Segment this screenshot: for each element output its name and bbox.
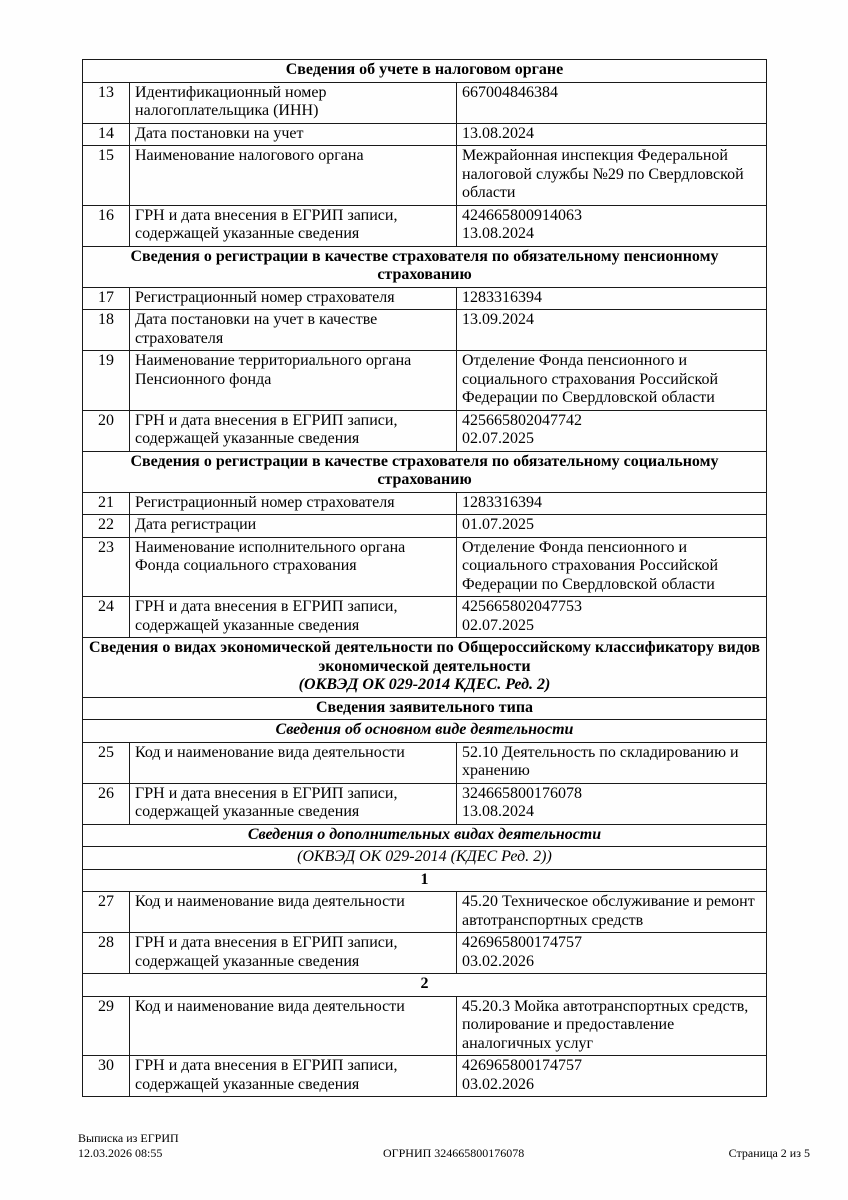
field-value-cell [457, 351, 767, 411]
egrip-table-body [83, 60, 767, 1097]
section-header-line: (ОКВЭД ОК 029-2014 (КДЕС Ред. 2)) [297, 848, 552, 865]
table-row [83, 351, 767, 411]
section-row [83, 60, 767, 83]
field-label-cell: Идентификационный номер налогоплательщика (ИНН) [130, 82, 457, 123]
field-value-line: 424665800914063 [462, 206, 582, 224]
section-header-cell [83, 697, 767, 720]
field-value-line: Межрайонная инспекция Федеральной налоговой службы №29 по Свердловской области [462, 147, 744, 201]
field-value-cell [457, 492, 767, 515]
row-number-cell: 24 [83, 597, 130, 638]
field-label-cell: Код и наименование вида деятельности [130, 892, 457, 933]
field-label-cell: ГРН и дата внесения в ЕГРИП записи, содержащей указанные сведения [130, 1056, 457, 1097]
field-value-line: 1283316394 [462, 493, 542, 511]
field-value-line: 03.02.2026 [462, 1075, 534, 1093]
field-value-cell [457, 515, 767, 538]
section-header-cell [83, 451, 767, 492]
field-label-cell: Дата постановки на учет [130, 123, 457, 146]
section-row [83, 638, 767, 698]
field-label-cell: Дата постановки на учет в качестве страхователя [130, 310, 457, 351]
row-number-cell: 13 [83, 82, 130, 123]
field-value-line: 426965800174757 [462, 934, 582, 951]
row-number-cell: 20 [83, 410, 130, 451]
field-value-cell [457, 123, 767, 146]
section-header-line: Сведения о видах экономической деятельности по Общероссийскому классификатору видов экономической деятельности [88, 639, 761, 675]
field-value-line: 1283316394 [462, 288, 542, 306]
field-label-cell: Наименование исполнительного органа Фонда социального страхования [130, 537, 457, 597]
table-row [83, 123, 767, 146]
footer-ogrnip: ОГРНИП 324665800176078 [383, 1145, 525, 1160]
row-number-cell: 22 [83, 515, 130, 538]
field-value-cell [457, 205, 767, 246]
section-header-cell [83, 638, 767, 698]
table-row [83, 310, 767, 351]
row-number-cell: 16 [83, 205, 130, 246]
row-number-cell: 19 [83, 351, 130, 411]
field-label-cell: Код и наименование вида деятельности [130, 996, 457, 1056]
table-row [83, 287, 767, 310]
section-header-line: Сведения о дополнительных видах деятельности [247, 825, 602, 843]
row-number-cell: 25 [83, 742, 130, 783]
row-number-cell: 23 [83, 537, 130, 597]
footer-datetime: 12.03.2026 08:55 [78, 1145, 163, 1160]
section-header-cell [83, 869, 767, 892]
section-header-line: Сведения об учете в налоговом органе [285, 61, 564, 78]
field-value-line: 13.08.2024 [462, 803, 534, 820]
table-row [83, 492, 767, 515]
field-label-cell: ГРН и дата внесения в ЕГРИП записи, содержащей указанные сведения [130, 597, 457, 638]
section-header-line: (ОКВЭД ОК 029-2014 КДЕС. Ред. 2) [298, 676, 551, 693]
section-header-cell [83, 824, 767, 847]
field-value-line: 03.02.2026 [462, 952, 534, 970]
section-header-cell [83, 720, 767, 743]
field-label-cell: Наименование территориального органа Пенсионного фонда [130, 351, 457, 411]
table-row [83, 783, 767, 824]
section-row [83, 847, 767, 870]
field-value-cell [457, 410, 767, 451]
table-row [83, 410, 767, 451]
field-value-line: 02.07.2025 [462, 430, 534, 447]
field-label-cell: Дата регистрации [130, 515, 457, 538]
section-header-line: Сведения об основном виде деятельности [275, 721, 574, 738]
field-value-line: 324665800176078 [462, 784, 582, 802]
field-value-line: 13.08.2024 [462, 124, 534, 142]
row-number-cell: 15 [83, 146, 130, 206]
field-value-line: 426965800174757 [462, 1057, 582, 1074]
field-value-line: Отделение Фонда пенсионного и социального страхования Российской Федерации по Свердловской области [462, 538, 719, 593]
field-value-cell [457, 783, 767, 824]
egrip-table [82, 59, 767, 1097]
table-row [83, 537, 767, 597]
field-value-line: 45.20 Техническое обслуживание и ремонт автотранспортных средств [462, 893, 755, 929]
row-number-cell: 21 [83, 492, 130, 515]
page-footer [78, 1131, 810, 1160]
footer-left-block [78, 1131, 179, 1160]
field-value-cell [457, 742, 767, 783]
field-value-line: 45.20.3 Мойка автотранспортных средств, полирование и предоставление аналогичных услуг [462, 997, 749, 1052]
footer-doc-type: Выписка из ЕГРИП [78, 1131, 179, 1145]
footer-page-number: Страница 2 из 5 [728, 1145, 810, 1160]
field-value-cell [457, 146, 767, 206]
section-header-line: Сведения заявительного типа [315, 698, 534, 716]
field-label-cell: ГРН и дата внесения в ЕГРИП записи, содержащей указанные сведения [130, 205, 457, 246]
table-row [83, 146, 767, 206]
field-label-cell: ГРН и дата внесения в ЕГРИП записи, содержащей указанные сведения [130, 783, 457, 824]
field-value-cell [457, 287, 767, 310]
field-value-cell [457, 310, 767, 351]
row-number-cell: 30 [83, 1056, 130, 1097]
field-value-cell [457, 537, 767, 597]
field-value-cell [457, 597, 767, 638]
field-value-line: 667004846384 [462, 83, 558, 101]
section-header-cell [83, 60, 767, 83]
section-row [83, 720, 767, 743]
table-row [83, 1056, 767, 1097]
table-row [83, 597, 767, 638]
section-header-line: Сведения о регистрации в качестве страхователя по обязательному пенсионному страхованию [130, 247, 719, 283]
section-header-line: 1 [420, 870, 429, 888]
table-row [83, 82, 767, 123]
section-header-cell [83, 847, 767, 870]
section-header-cell [83, 974, 767, 997]
row-number-cell: 28 [83, 933, 130, 974]
row-number-cell: 29 [83, 996, 130, 1056]
section-row [83, 974, 767, 997]
section-header-line: 2 [420, 975, 429, 992]
table-row [83, 996, 767, 1056]
section-header-line: Сведения о регистрации в качестве страхователя по обязательному социальному страхованию [130, 452, 719, 488]
field-label-cell: Наименование налогового органа [130, 146, 457, 206]
table-row [83, 205, 767, 246]
field-label-cell: Регистрационный номер страхователя [130, 287, 457, 310]
field-label-cell: Код и наименование вида деятельности [130, 742, 457, 783]
row-number-cell: 27 [83, 892, 130, 933]
field-value-line: 425665802047753 [462, 598, 582, 615]
row-number-cell: 18 [83, 310, 130, 351]
section-row [83, 869, 767, 892]
field-value-line: 425665802047742 [462, 411, 582, 429]
field-value-line: 01.07.2025 [462, 516, 534, 533]
section-row [83, 246, 767, 287]
field-value-cell [457, 996, 767, 1056]
section-row [83, 451, 767, 492]
section-header-cell [83, 246, 767, 287]
table-row [83, 892, 767, 933]
table-row [83, 933, 767, 974]
field-label-cell: Регистрационный номер страхователя [130, 492, 457, 515]
table-row [83, 742, 767, 783]
row-number-cell: 17 [83, 287, 130, 310]
row-number-cell: 26 [83, 783, 130, 824]
field-value-cell [457, 892, 767, 933]
field-label-cell: ГРН и дата внесения в ЕГРИП записи, содержащей указанные сведения [130, 410, 457, 451]
field-label-cell: ГРН и дата внесения в ЕГРИП записи, содержащей указанные сведения [130, 933, 457, 974]
field-value-cell [457, 933, 767, 974]
field-value-line: 13.08.2024 [462, 225, 534, 242]
field-value-line: 13.09.2024 [462, 311, 534, 328]
table-row [83, 515, 767, 538]
field-value-cell [457, 1056, 767, 1097]
section-row [83, 697, 767, 720]
field-value-line: Отделение Фонда пенсионного и социального страхования Российской Федерации по Свердловской области [462, 352, 719, 406]
row-number-cell: 14 [83, 123, 130, 146]
field-value-line: 52.10 Деятельность по складированию и хранению [462, 743, 739, 779]
field-value-line: 02.07.2025 [462, 616, 534, 634]
field-value-cell [457, 82, 767, 123]
section-row [83, 824, 767, 847]
